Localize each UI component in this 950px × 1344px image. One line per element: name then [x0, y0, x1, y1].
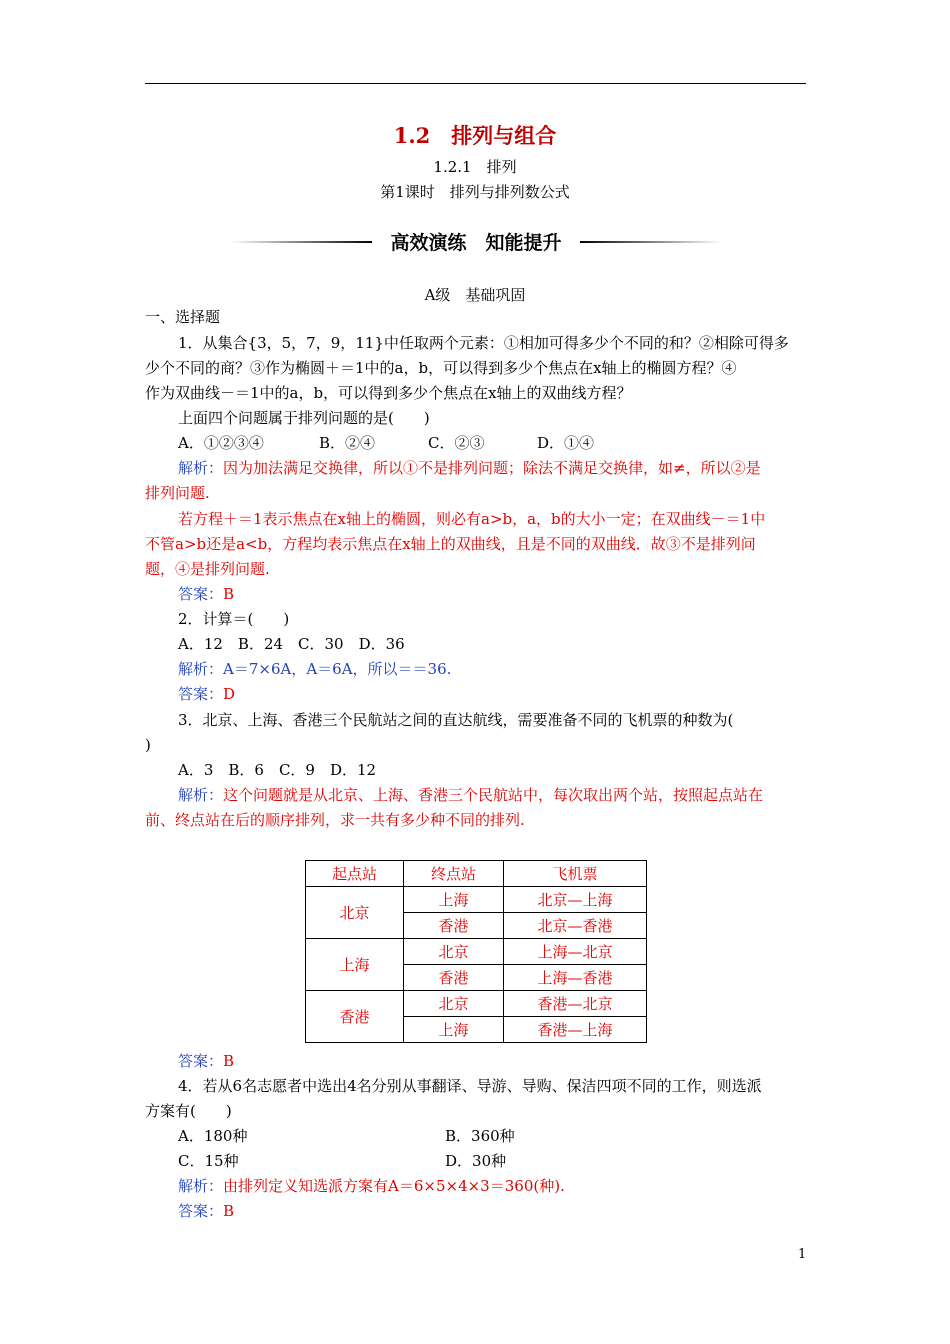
table-cell: 香港—上海: [504, 1017, 647, 1043]
section-title: 1.2 排列与组合: [393, 123, 557, 148]
banner: [230, 228, 722, 258]
q4-option-b: B．360种: [445, 1127, 515, 1145]
q1-line2: 少个不同的商？③作为椭圆＋＝1中的a，b，可以得到多少个焦点在x轴上的椭圆方程？④: [145, 359, 737, 377]
q2-answer-value: D: [223, 685, 236, 703]
section-heading: 一、选择题: [145, 308, 221, 326]
q4-option-d: D．30种: [445, 1152, 507, 1170]
q3-answer-label: 答案：: [178, 1052, 224, 1070]
q1-answer: [178, 584, 234, 604]
q3-line2: ): [145, 736, 151, 754]
q3-answer-value: B: [223, 1052, 235, 1070]
q2-line1: 2．计算＝( ): [178, 610, 290, 628]
q2-options: A．12 B．24 C．30 D．36: [178, 635, 405, 653]
table-row: [306, 939, 647, 965]
q4-solution-label: 解析：: [178, 1177, 224, 1195]
q1-option-b: B．②④: [319, 434, 376, 452]
table-cell: 上海: [404, 887, 504, 913]
lesson-title: 第1课时 排列与排列数公式: [380, 183, 570, 201]
q3-solution-line1: [178, 785, 763, 805]
table-cell: 香港—北京: [504, 991, 647, 1017]
q4-solution-text: 由排列定义知选派方案有A＝6×5×4×3＝360(种).: [223, 1177, 565, 1195]
q4-option-c: C．15种: [178, 1152, 239, 1170]
banner-text: 高效演练 知能提升: [390, 232, 562, 254]
q1-solution-line5: 题，④是排列问题.: [145, 560, 270, 578]
q1-answer-label: 答案：: [178, 585, 224, 603]
q4-solution: [178, 1176, 565, 1196]
table-cell: 上海—北京: [504, 939, 647, 965]
subsection-title: 1.2.1 排列: [433, 158, 517, 176]
q1-solution-line2: 排列问题.: [145, 484, 210, 502]
table-cell: 上海—香港: [504, 965, 647, 991]
table-header-cell: 飞机票: [504, 861, 647, 887]
q3-solution-label: 解析：: [178, 786, 224, 804]
q1-answer-value: B: [223, 585, 235, 603]
table-cell: 香港: [404, 965, 504, 991]
q2-solution: 解析：A＝7×6A，A＝6A，所以＝＝36.: [178, 660, 452, 678]
q1-solution-text1: 因为加法满足交换律，所以①不是排列问题；除法不满足交换律，如≠，所以②是: [223, 459, 761, 477]
flight-ticket-table: [305, 860, 647, 1043]
q3-solution-line2: 前、终点站在后的顺序排列，求一共有多少种不同的排列.: [145, 811, 525, 829]
q1-option-c: C．②③: [428, 434, 485, 452]
q1-line4: 上面四个问题属于排列问题的是( ): [178, 409, 430, 427]
level-heading: A级 基础巩固: [424, 286, 526, 304]
q2-answer-label: 答案：: [178, 685, 224, 703]
q4-answer: [178, 1201, 234, 1221]
q1-line1: 1．从集合{3，5，7，9，11}中任取两个元素：①相加可得多少个不同的和？②相除可得多: [178, 334, 789, 352]
q1-line3: 作为双曲线－＝1中的a，b，可以得到多少个焦点在x轴上的双曲线方程？: [145, 384, 632, 402]
page-number: 1: [798, 1247, 807, 1262]
q4-line1: 4．若从6名志愿者中选出4名分别从事翻译、导游、导购、保洁四项不同的工作，则选派: [178, 1077, 762, 1095]
q3-solution-text1: 这个问题就是从北京、上海、香港三个民航站中，每次取出两个站，按照起点站在: [223, 786, 764, 804]
q1-solution-line3: 若方程＋＝1表示焦点在x轴上的椭圆，则必有a>b，a，b的大小一定；在双曲线－＝1中: [178, 510, 766, 528]
q3-line1: 3．北京、上海、香港三个民航站之间的直达航线，需要准备不同的飞机票的种数为(: [178, 711, 734, 729]
q2-answer: [178, 684, 235, 704]
q1-option-a: A．①②③④: [178, 434, 264, 452]
table-start-cell: 上海: [306, 939, 404, 991]
table-header-cell: 起点站: [306, 861, 404, 887]
top-rule: [145, 83, 806, 84]
table-row: [306, 991, 647, 1017]
q4-line2: 方案有( ): [145, 1102, 232, 1120]
q4-answer-label: 答案：: [178, 1202, 224, 1220]
table-cell: 北京—香港: [504, 913, 647, 939]
table-start-cell: 北京: [306, 887, 404, 939]
table-start-cell: 香港: [306, 991, 404, 1043]
q1-solution-line1: [178, 458, 761, 478]
table-cell: 上海: [404, 1017, 504, 1043]
q1-option-d: D．①④: [537, 434, 595, 452]
table-header-row: [306, 861, 647, 887]
table-cell: 北京—上海: [504, 887, 647, 913]
q1-solution-line4: 不管a>b还是a<b，方程均表示焦点在x轴上的双曲线，且是不同的双曲线．故③不是排列问: [145, 535, 756, 553]
table-cell: 北京: [404, 991, 504, 1017]
table-header-cell: 终点站: [404, 861, 504, 887]
q3-answer: [178, 1051, 234, 1071]
q4-answer-value: B: [223, 1202, 235, 1220]
table-cell: 香港: [404, 913, 504, 939]
q3-options: A．3 B．6 C．9 D．12: [178, 761, 377, 779]
q4-option-a: A．180种: [178, 1127, 248, 1145]
table-row: [306, 887, 647, 913]
table-cell: 北京: [404, 939, 504, 965]
q1-solution-label: 解析：: [178, 459, 224, 477]
